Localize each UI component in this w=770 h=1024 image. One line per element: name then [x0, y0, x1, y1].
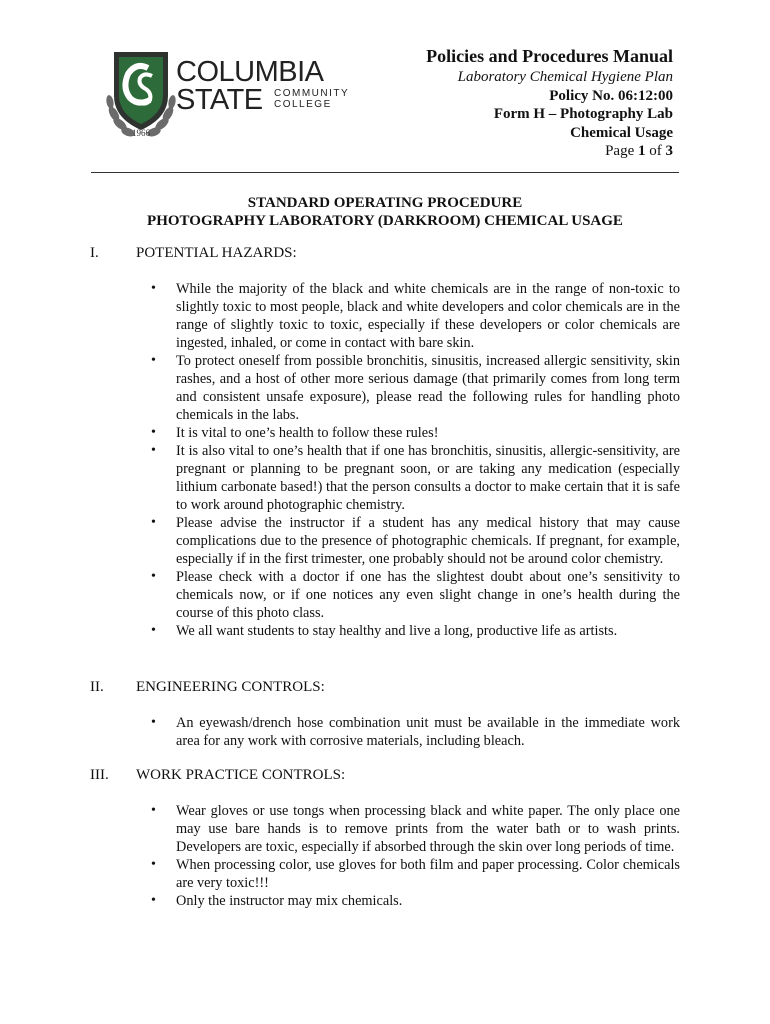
section-title: WORK PRACTICE CONTROLS:	[136, 767, 346, 783]
logo-wordmark-state: STATE	[176, 84, 263, 116]
page-prefix: Page	[605, 143, 638, 159]
header-divider	[91, 172, 679, 173]
logo-wordmark-columbia: COLUMBIA	[176, 56, 324, 88]
page-number: 1	[638, 143, 646, 159]
plan-title: Laboratory Chemical Hygiene Plan	[457, 69, 673, 85]
list-item: • It is vital to one’s health to follow these rules!	[148, 424, 680, 442]
list-item: • Please check with a doctor if one has the slightest doubt about one’s sensitivity to chemicals now, or if one notices any even slight change in one’s health during the course of this photo class.	[148, 568, 680, 622]
section-number: I.	[90, 245, 99, 261]
work-practice-list	[148, 802, 680, 910]
section-number: III.	[90, 767, 109, 783]
section-number: II.	[90, 679, 104, 695]
policy-number: Policy No. 06:12:00	[549, 88, 673, 104]
document-title-line2: PHOTOGRAPHY LABORATORY (DARKROOM) CHEMICAL USAGE	[147, 213, 623, 229]
list-item: • Wear gloves or use tongs when processing black and white paper. The only place one may use bare hands is to remove prints from the water bath or to wash prints. Developers are toxic, especially if absorbed through the skin over long periods of time.	[148, 802, 680, 856]
section-title: ENGINEERING CONTROLS:	[136, 679, 325, 695]
page-total: 3	[665, 143, 673, 159]
list-item: • While the majority of the black and white chemicals are in the range of non-toxic to slightly toxic to most people, black and white developers and color chemicals are in the range of slightly toxic to toxic, especially if these developers or color chemicals are ingested, inhaled, or come in contact with bare skin.	[148, 280, 680, 352]
document-title-line1: STANDARD OPERATING PROCEDURE	[247, 195, 523, 211]
list-item: • To protect oneself from possible bronchitis, sinusitis, increased allergic sensitivity, skin rashes, and a host of other more serious damage (that primarily comes from long term and consistent unsafe exposure), please read the following rules for handling photo chemicals in the labs.	[148, 352, 680, 424]
list-item: • Please advise the instructor if a student has any medical history that may cause complications due to the presence of photographic chemicals. If pregnant, for example, especially if in the first trimester, one probably should not be around color chemistry.	[148, 514, 680, 568]
logo-sub-line2: COLLEGE	[274, 99, 332, 110]
list-item: • We all want students to stay healthy and live a long, productive life as artists.	[148, 622, 680, 640]
list-item: • When processing color, use gloves for both film and paper processing. Color chemicals are very toxic!!!	[148, 856, 680, 892]
logo-sub-line1: COMMUNITY	[274, 88, 350, 99]
manual-title: Policies and Procedures Manual	[426, 46, 673, 66]
usage-title: Chemical Usage	[570, 125, 673, 141]
logo-year: 1966	[132, 128, 150, 138]
page-of: of	[645, 143, 666, 159]
list-item: • It is also vital to one’s health that if one has bronchitis, sinusitis, allergic-sensitivity, are pregnant or planning to be pregnant soon, or are taking any medication (especially lithium carbonate based!) that the person consults a doctor to make certain that it is safe to work around photographic chemistry.	[148, 442, 680, 514]
section-title: POTENTIAL HAZARDS:	[136, 245, 297, 261]
logo-wordmark-community-college	[274, 88, 349, 110]
form-title: Form H – Photography Lab	[493, 106, 673, 122]
list-item: • An eyewash/drench hose combination unit must be available in the immediate work area for any work with corrosive materials, including bleach.	[148, 714, 680, 750]
page-indicator	[605, 143, 673, 160]
hazards-list	[148, 280, 680, 640]
engineering-list	[148, 714, 680, 750]
list-item: • Only the instructor may mix chemicals.	[148, 892, 680, 910]
